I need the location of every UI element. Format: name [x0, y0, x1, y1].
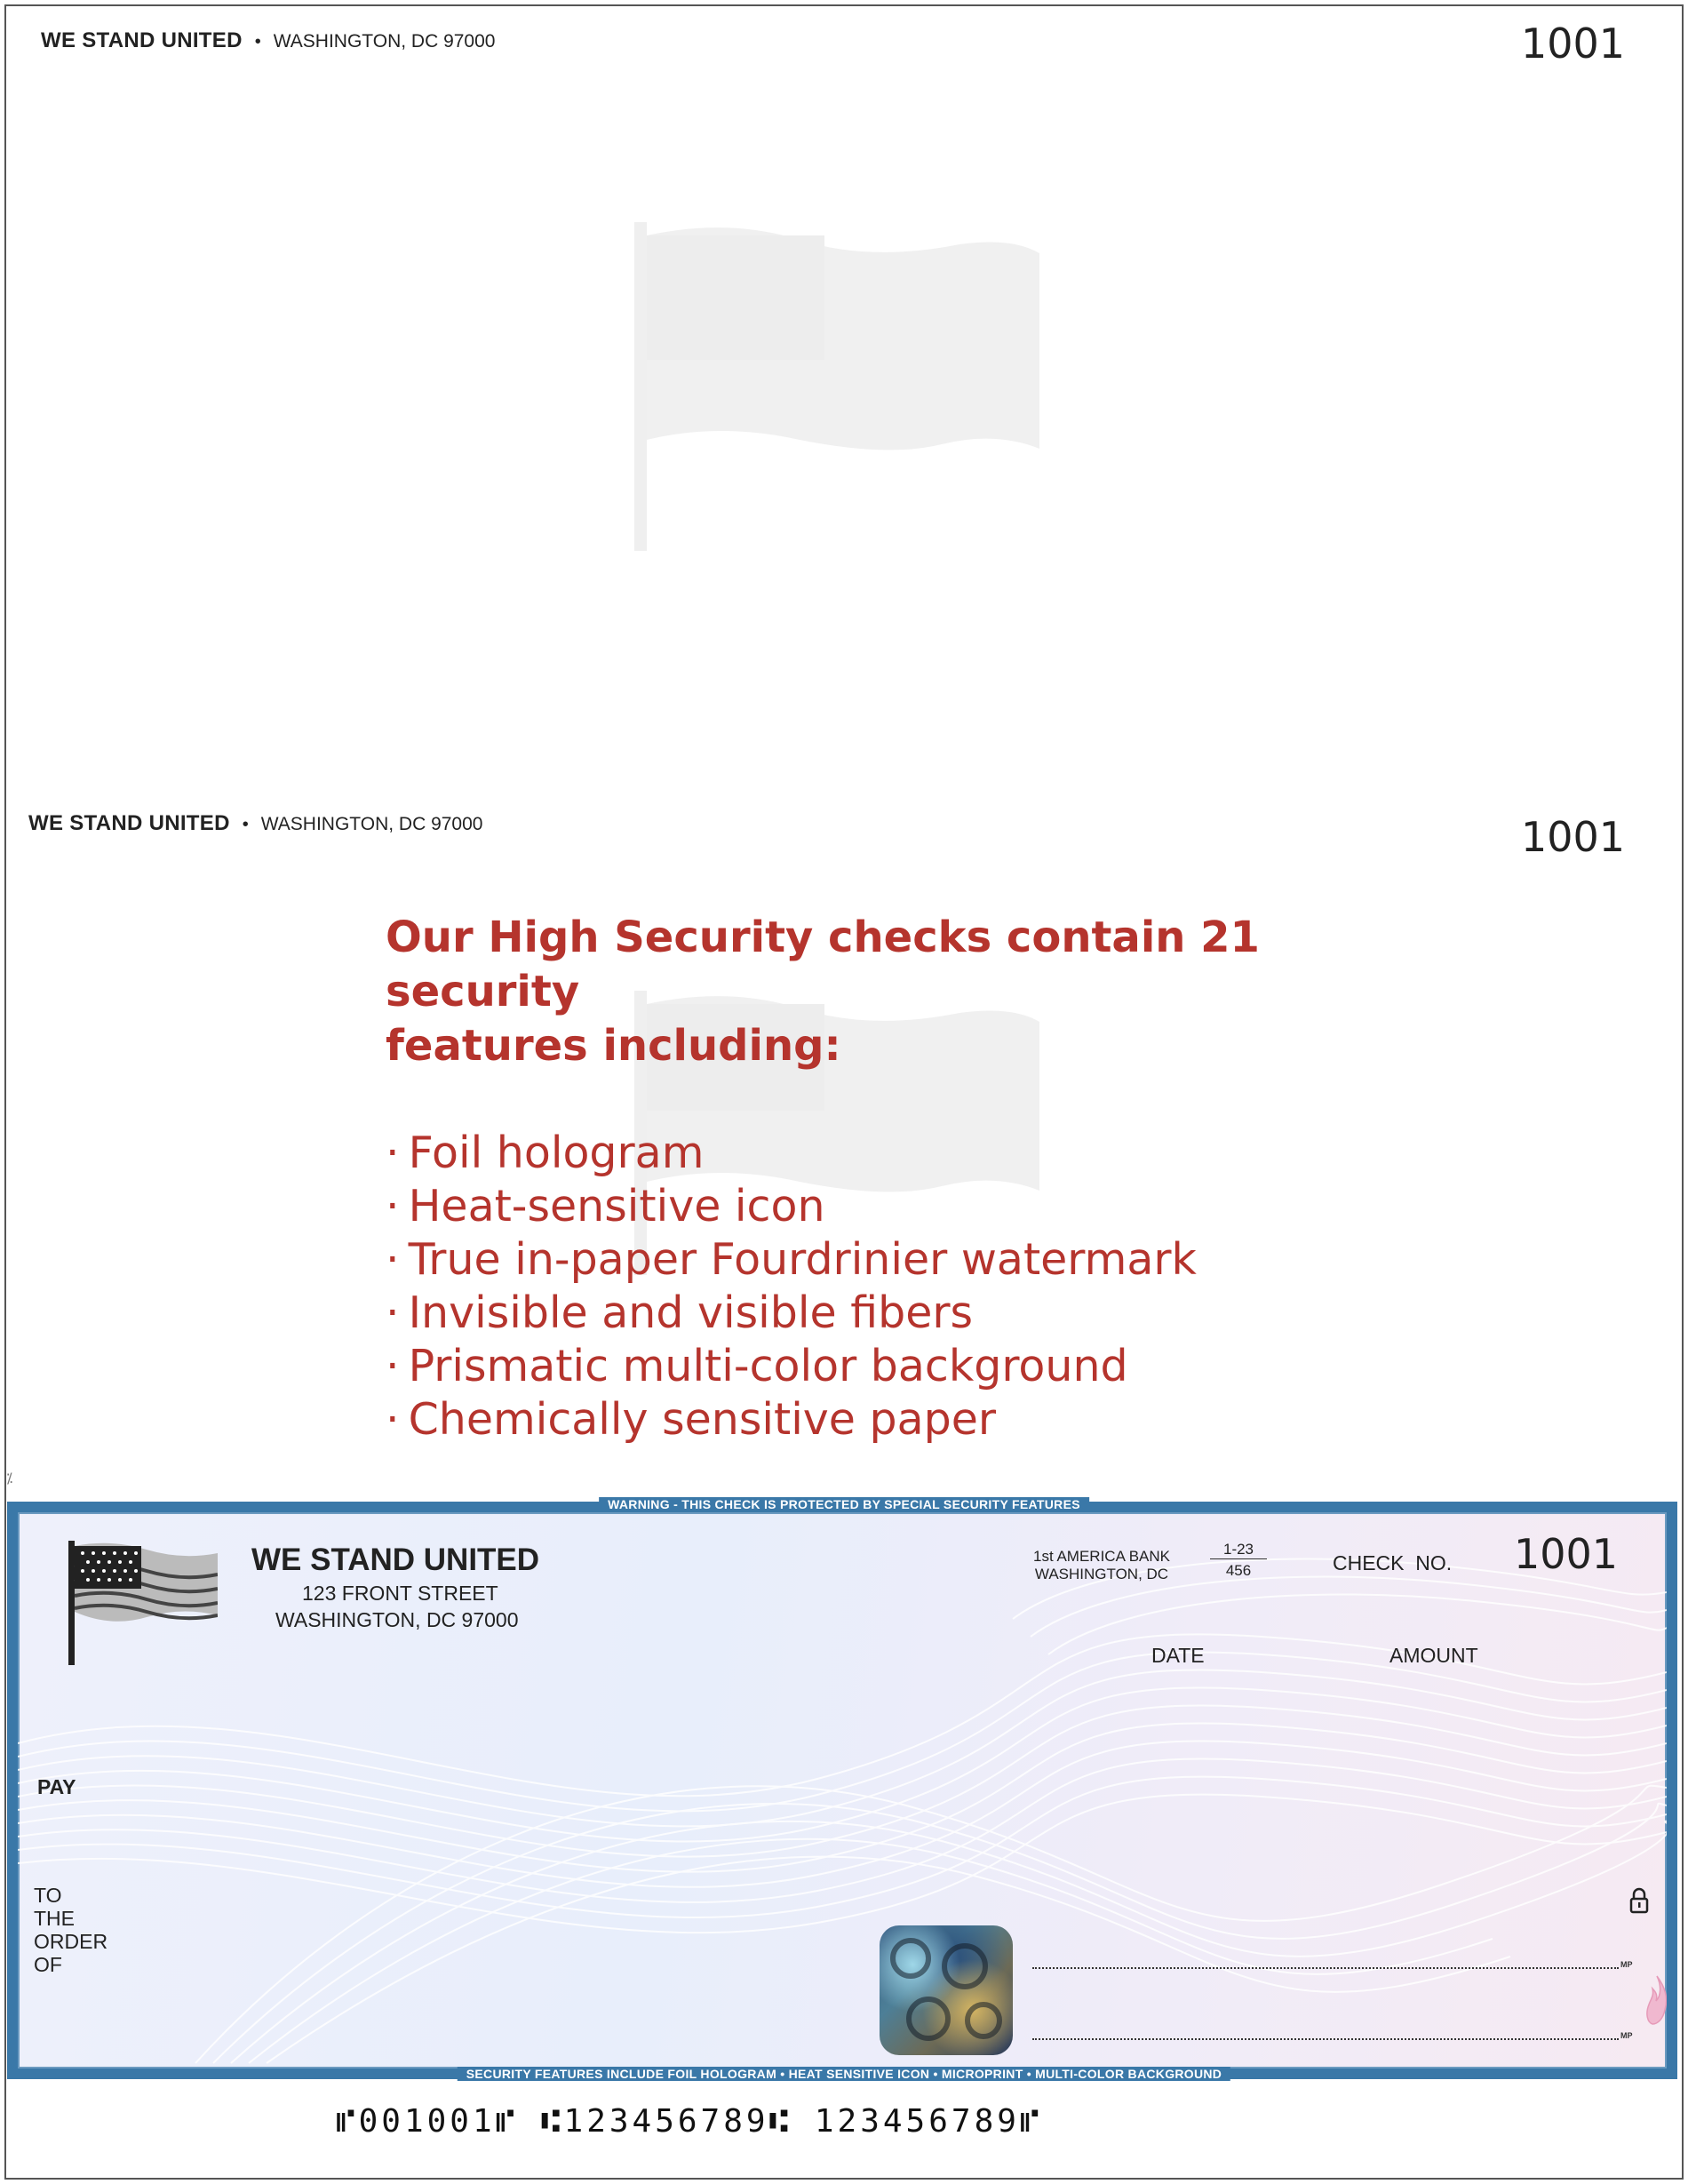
of-label: OF	[34, 1953, 62, 1976]
signature-line-top	[1032, 1967, 1619, 1969]
stub2-check-number: 1001	[1521, 813, 1626, 861]
security-banner: SECURITY FEATURES INCLUDE FOIL HOLOGRAM • HEAT SENSITIVE ICON • MICROPRINT • MULTI-COLOR BACKGROUND	[458, 2067, 1230, 2081]
features-heading-line2: features including:	[386, 1021, 841, 1071]
microprint-mark-bottom: MP	[1620, 2031, 1633, 2040]
feature-item: · Foil hologram	[386, 1128, 705, 1178]
warning-banner: WARNING - THIS CHECK IS PROTECTED BY SPECIAL SECURITY FEATURES	[599, 1497, 1089, 1511]
date-label: DATE	[1151, 1644, 1205, 1667]
perforation-mark: ⁒	[6, 1471, 13, 1487]
stub1-address: WASHINGTON, DC 97000	[273, 31, 496, 52]
stub2-header	[28, 811, 482, 836]
signature-line-bottom	[1032, 2038, 1619, 2040]
stub1-bullet: •	[254, 32, 261, 52]
hologram-ring	[890, 1938, 931, 1979]
stub1-check-number: 1001	[1521, 20, 1626, 68]
stub1-company: WE STAND UNITED	[41, 28, 243, 52]
feature-item: · True in-paper Fourdrinier watermark	[386, 1234, 1197, 1285]
hologram-ring	[942, 1943, 988, 1989]
features-heading-line1: Our High Security checks contain 21 security	[386, 913, 1260, 1016]
pay-label: PAY	[37, 1775, 76, 1798]
to-label: TO	[34, 1884, 62, 1907]
feature-item: · Chemically sensitive paper	[386, 1394, 997, 1445]
routing-fraction-line	[1210, 1558, 1267, 1559]
hologram-ring	[965, 2002, 1002, 2039]
check-number: 1001	[1514, 1530, 1619, 1578]
heat-sensitive-icon	[1644, 1974, 1670, 2026]
guilloche-pattern	[18, 1512, 1667, 2068]
routing-bottom: 456	[1225, 1562, 1252, 1579]
the-label: THE	[34, 1907, 75, 1930]
routing-top: 1-23	[1222, 1541, 1254, 1558]
flag-icon	[67, 1541, 218, 1665]
check-street: 123 FRONT STREET	[302, 1582, 498, 1605]
lock-icon	[1629, 1887, 1649, 1914]
check-city: WASHINGTON, DC 97000	[275, 1608, 519, 1631]
micr-line: ⑈001001⑈ ⑆123456789⑆ 123456789⑈	[336, 2103, 1043, 2140]
stub2-bullet: •	[242, 815, 249, 834]
feature-item: · Invisible and visible fibers	[386, 1287, 974, 1338]
foil-hologram	[880, 1925, 1013, 2055]
order-label: ORDER	[34, 1930, 108, 1953]
features-list	[386, 1127, 1452, 1447]
hologram-ring	[906, 1997, 951, 2041]
security-features-block	[386, 911, 1452, 1447]
check-no-label: CHECK NO.	[1333, 1551, 1453, 1574]
amount-label: AMOUNT	[1389, 1644, 1478, 1667]
bank-name: 1st AMERICA BANK	[1033, 1548, 1170, 1565]
stub2-address: WASHINGTON, DC 97000	[260, 814, 483, 834]
watermark-flag-icon	[622, 218, 1048, 555]
check-company-name: WE STAND UNITED	[251, 1542, 540, 1577]
bank-city: WASHINGTON, DC	[1034, 1566, 1169, 1582]
feature-item: · Prismatic multi-color background	[386, 1341, 1128, 1391]
microprint-mark-top: MP	[1620, 1960, 1633, 1969]
stub2-company: WE STAND UNITED	[28, 811, 230, 835]
feature-item: · Heat-sensitive icon	[386, 1181, 825, 1231]
stub1-header	[41, 28, 495, 53]
check	[7, 1502, 1677, 2079]
